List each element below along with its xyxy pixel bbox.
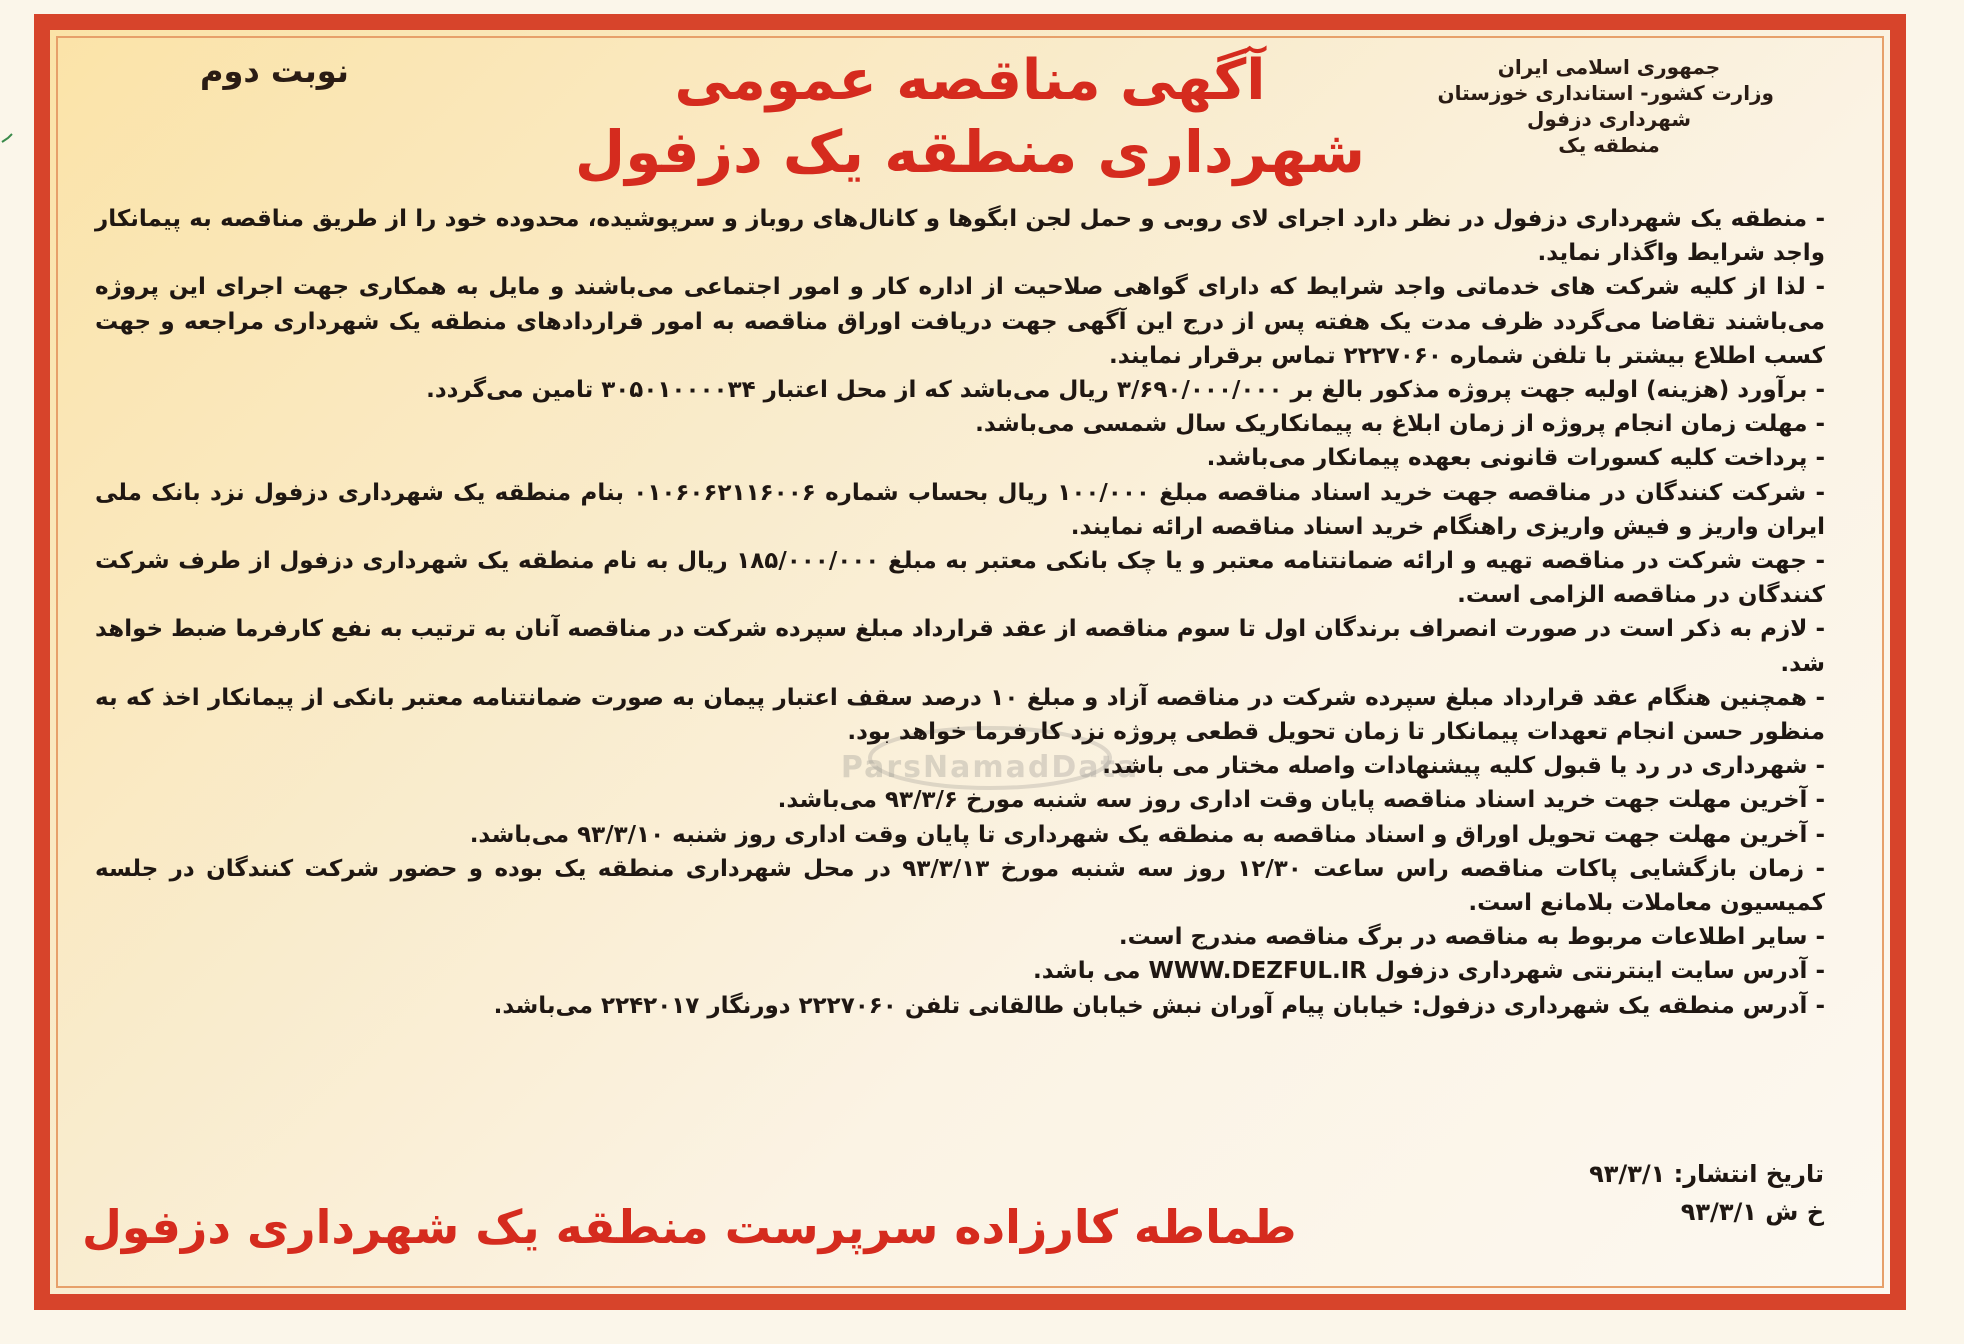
paragraph-discretion: - شهرداری در رد یا قبول کلیه پیشنهادات واصله مختار می باشد. (1102, 753, 1825, 780)
org-line-country: جمهوری اسلامی ایران (1497, 55, 1721, 79)
paragraph-forfeit: - لازم به ذکر است در صورت انصراف برندگان اول تا سوم مناقصه از عقد قرارداد مبلغ سپرده شرکت در مناقصه آنان به ترتیب به نفع کارفرما ضبط خواهد شد. (95, 616, 1825, 677)
publish-date: تاریخ انتشار: ۹۳/۳/۱ (1589, 1160, 1824, 1188)
paragraph-website: - آدرس سایت اینترنتی شهرداری دزفول WWW.DEZFUL.IR می باشد. (1033, 958, 1825, 985)
notice-title: آگهی مناقصه عمومی (674, 48, 1266, 113)
notice-body (95, 202, 1825, 1023)
pen-mark (0, 130, 20, 150)
org-line-district: منطقه یک (1558, 133, 1660, 157)
paragraph-guarantee: - جهت شرکت در مناقصه تهیه و ارائه ضمانتنامه معتبر و یا چک بانکی معتبر به مبلغ ۱۸۵/۰۰۰/۰۰۰ ریال به نام منطقه یک شهرداری دزفول از طرف شرکت کنندگان در مناقصه الزامی است. (95, 548, 1825, 609)
paragraph-deductions: - پرداخت کلیه کسورات قانونی بعهده پیمانکار می‌باشد. (1206, 445, 1825, 472)
paragraph-document-fee: - شرکت کنندگان در مناقصه جهت خرید اسناد مناقصه مبلغ ۱۰۰/۰۰۰ ریال بحساب شماره ۰۱۰۶۰۶۲۱۱۶۰۰۶ بنام منطقه یک شهرداری دزفول نزد بانک ملی ایران واریز و فیش واریزی راهنگام خرید اسناد مناقصه ارائه نمایند. (95, 479, 1825, 540)
paragraph-submission-deadline: - آخرین مهلت جهت تحویل اوراق و اسناد مناقصه به منطقه یک شهرداری تا پایان وقت اداری روز شنبه ۹۳/۳/۱۰ می‌باشد. (469, 821, 1825, 848)
paragraph-opening: - زمان بازگشایی پاکات مناقصه راس ساعت ۱۲/۳۰ روز سه شنبه مورخ ۹۳/۳/۱۳ در محل شهرداری منطقه یک بوده و حضور شرکت کنندگان در جلسه کمیسیون معاملات بلامانع است. (95, 855, 1826, 917)
org-line-municipality: شهرداری دزفول (1526, 107, 1691, 131)
reference-code: خ ش ۹۳/۳/۱ (1680, 1198, 1824, 1226)
paragraph-performance-bond: - همچنین هنگام عقد قرارداد مبلغ سپرده شرکت در مناقصه آزاد و مبلغ ۱۰ درصد سقف اعتبار پیمان به صورت ضمانتنامه معتبر بانکی از پیمانکار اخذ که به منظور حسن انجام تعهدات پیمانکار تا زمان تحویل قطعی پروژه نزد کارفرما خواهد بود. (95, 684, 1825, 746)
paragraph-duration: - مهلت زمان انجام پروژه از زمان ابلاغ به پیمانکاریک سال شمسی می‌باشد. (975, 411, 1825, 438)
organization-block (1437, 54, 1774, 158)
round-label: نوبت دوم (200, 52, 349, 90)
watermark-text: ParsNamadData (840, 750, 1140, 785)
paragraph-invitation: - لذا از کلیه شرکت های خدماتی واجد شرایط که دارای گواهی صلاحیت از اداره کار و امور اجتماعی می‌باشند و مایل به همکاری جهت اجرای این پروژه می‌باشند تقاضا می‌گردد ظرف مدت یک هفته پس از درج این آگهی جهت دریافت اوراق مناقصه به امور قراردادهای منطقه یک شهرداری مراجعه و جهت کسب اطلاع بیشتر با تلفن شماره ۲۲۲۷۰۶۰ تماس برقرار نمایند. (95, 274, 1825, 369)
notice-subtitle: شهرداری منطقه یک دزفول (574, 118, 1366, 186)
paragraph-purchase-deadline: - آخرین مهلت جهت خرید اسناد مناقصه پایان وقت اداری روز سه شنبه مورخ ۹۳/۳/۶ می‌باشد. (777, 787, 1825, 814)
paragraph-other-info: - سایر اطلاعات مربوط به مناقصه در برگ مناقصه مندرج است. (1118, 924, 1825, 951)
paragraph-address: - آدرس منطقه یک شهرداری دزفول: خیابان پیام آوران نبش خیابان طالقانی تلفن ۲۲۲۷۰۶۰ دورنگار ۲۲۴۲۰۱۷ می‌باشد. (493, 992, 1825, 1019)
org-line-ministry: وزارت کشور- استانداری خوزستان (1437, 81, 1774, 105)
paragraph-intro: - منطقه یک شهرداری دزفول در نظر دارد اجرای لای روبی و حمل لجن ابگوها و کانال‌های روباز و سرپوشیده، محدوده خود را از طریق مناقصه به پیمانکار واجد شرایط واگذار نماید. (95, 206, 1825, 267)
signature: طماطه کارزاده سرپرست منطقه یک شهرداری دزفول (82, 1200, 1297, 1254)
paragraph-estimate: - برآورد (هزینه) اولیه جهت پروژه مذکور بالغ بر ۳/۶۹۰/۰۰۰/۰۰۰ ریال می‌باشد که از محل اعتبار ۳۰۵۰۱۰۰۰۰۳۴ تامین می‌گردد. (426, 377, 1825, 404)
